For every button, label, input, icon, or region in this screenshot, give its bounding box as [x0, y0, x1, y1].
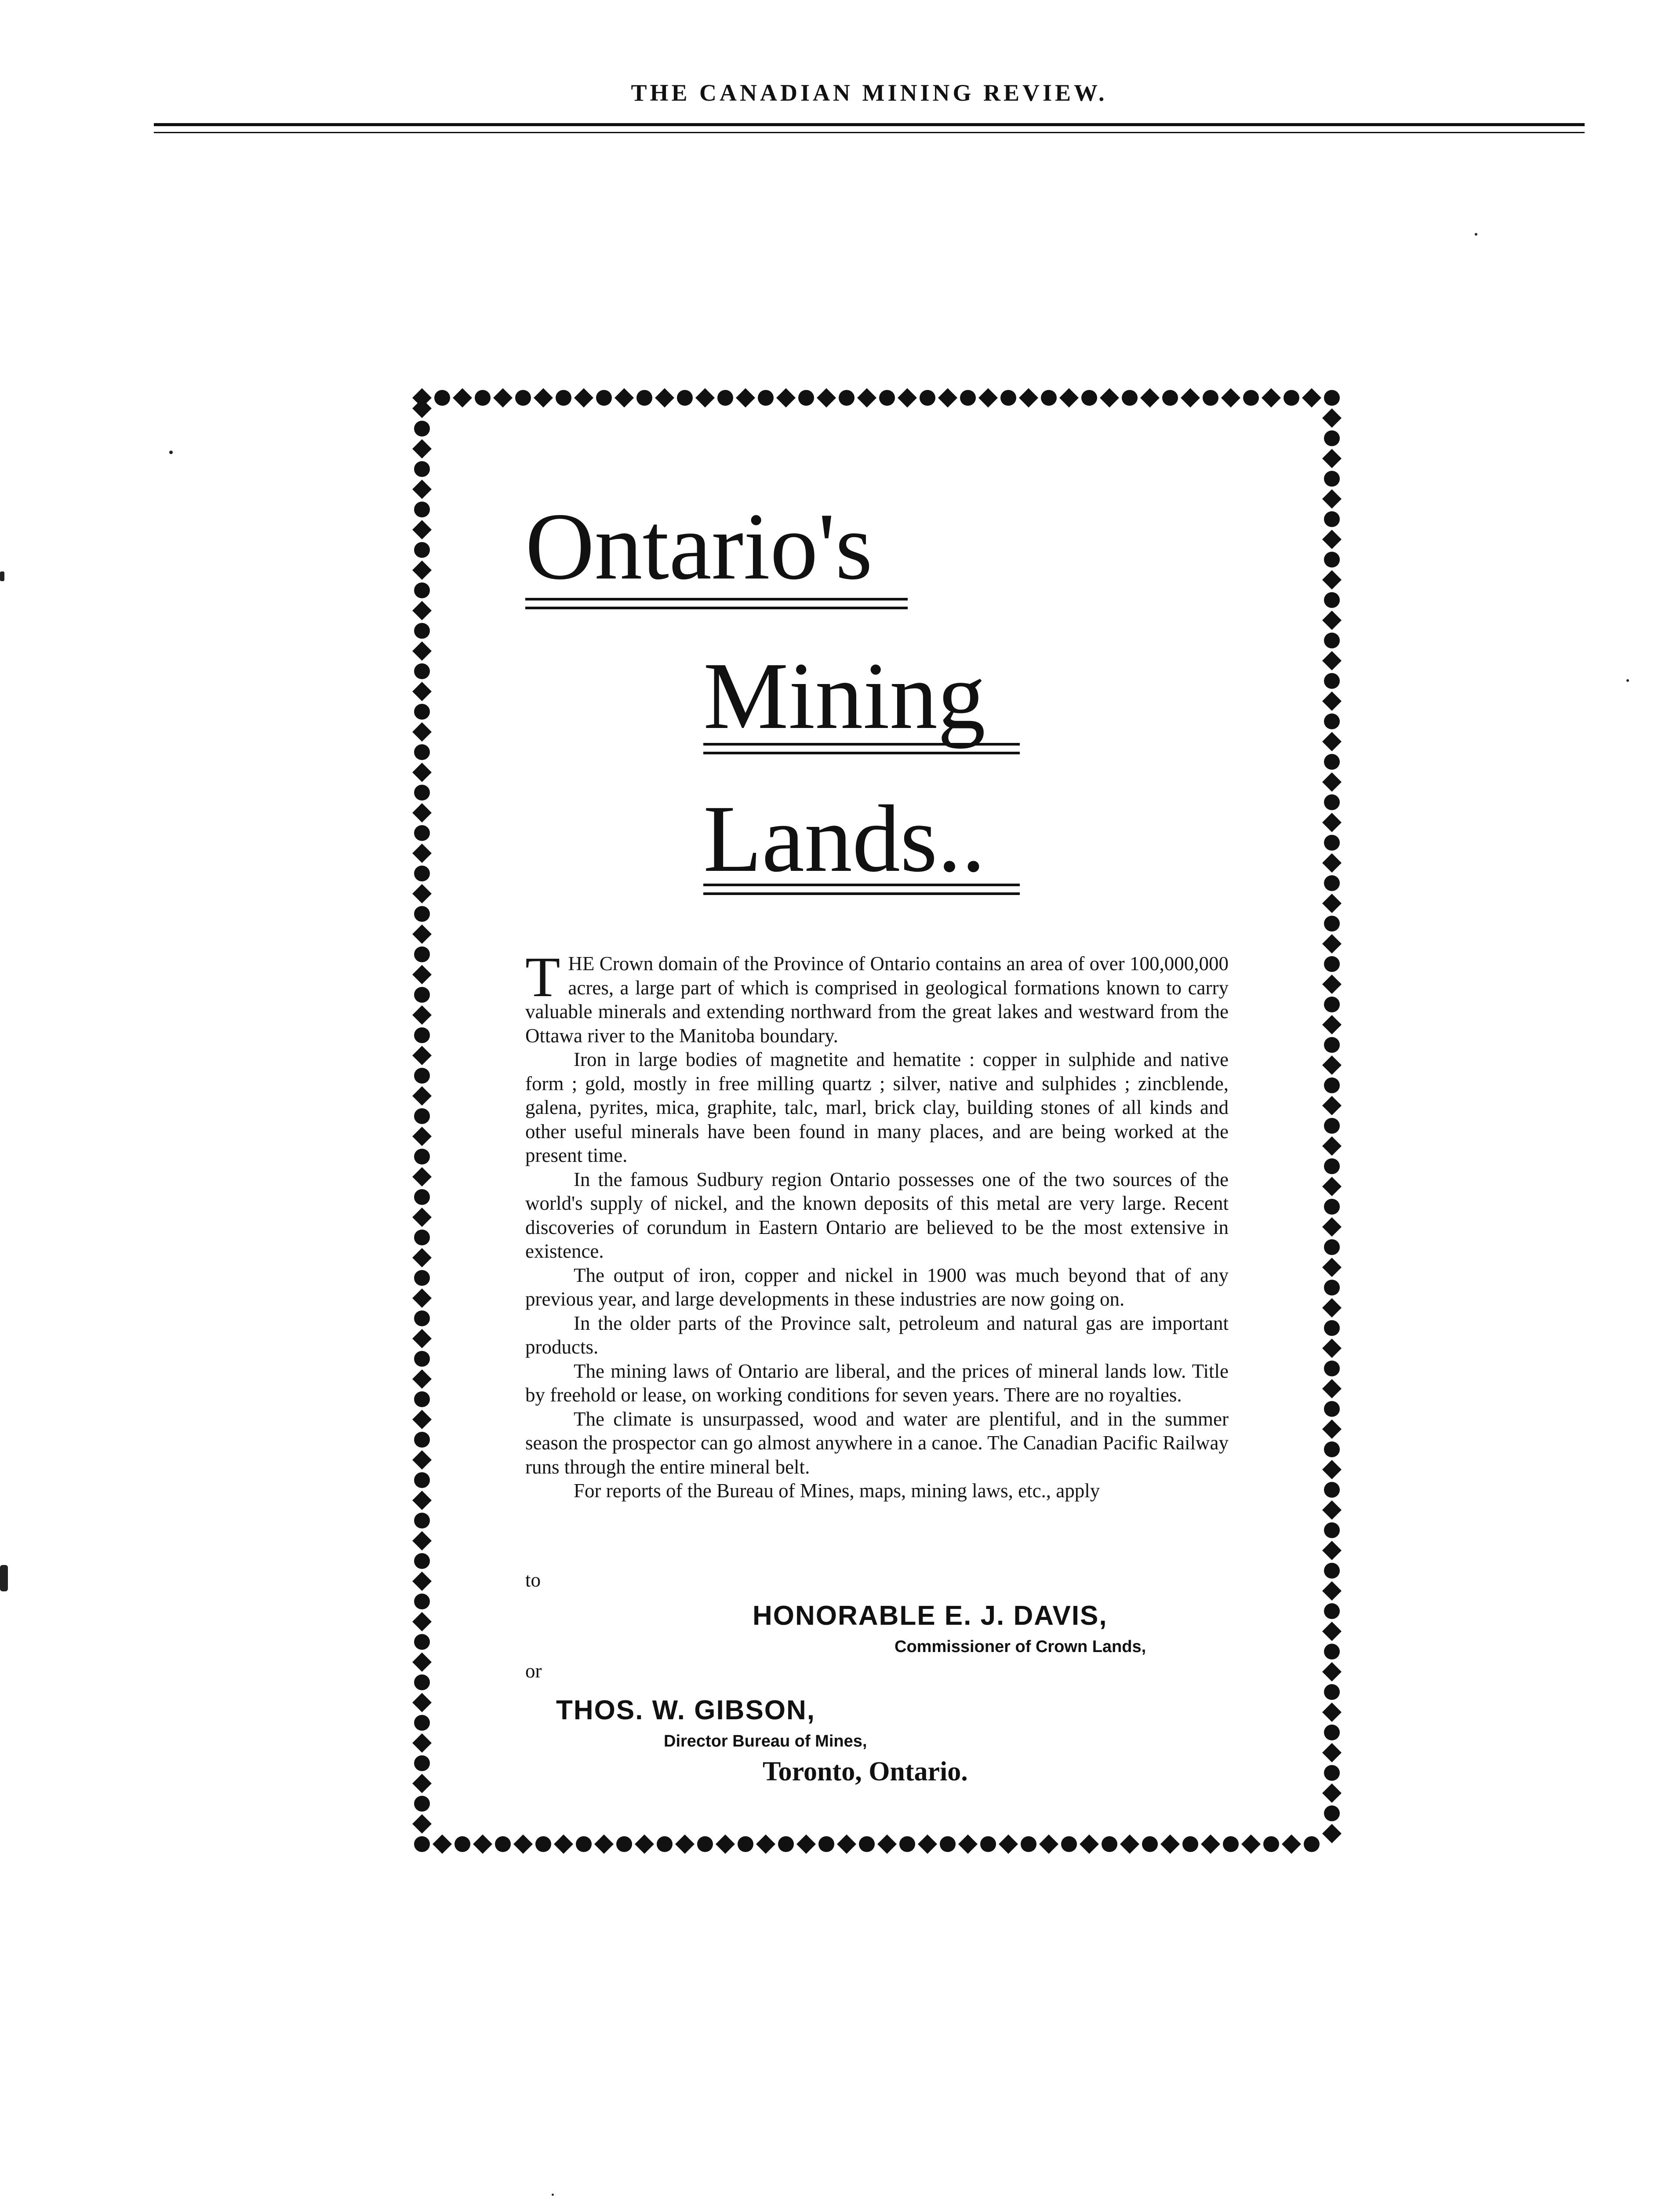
border-circle — [414, 1836, 430, 1852]
signature-place: Toronto, Ontario. — [763, 1757, 968, 1787]
border-circle — [414, 1270, 430, 1286]
border-diamond — [675, 1834, 695, 1854]
border-circle — [556, 390, 571, 406]
ad-body — [525, 946, 1229, 1503]
border-circle — [1142, 1836, 1158, 1852]
border-circle — [414, 582, 430, 598]
border-diamond — [1322, 1015, 1342, 1034]
border-circle — [1324, 1239, 1340, 1255]
border-circle — [1061, 1836, 1077, 1852]
border-diamond — [796, 1834, 816, 1854]
scan-speck — [552, 2194, 554, 2196]
border-circle — [717, 390, 733, 406]
scan-speck — [0, 1565, 8, 1591]
border-circle — [1324, 1158, 1340, 1174]
border-circle — [1324, 511, 1340, 527]
border-circle — [414, 1594, 430, 1609]
border-diamond — [1322, 1258, 1342, 1277]
border-circle — [636, 390, 652, 406]
border-diamond — [615, 388, 634, 408]
scan-speck — [1475, 233, 1477, 236]
border-diamond — [999, 1834, 1018, 1854]
border-circle — [414, 1513, 430, 1528]
border-circle — [1324, 471, 1340, 487]
border-diamond — [635, 1834, 654, 1854]
border-circle — [414, 663, 430, 679]
border-diamond — [1322, 1217, 1342, 1237]
border-circle — [1324, 956, 1340, 972]
border-circle — [1324, 1320, 1340, 1336]
border-circle — [1223, 1836, 1239, 1852]
border-circle — [1243, 390, 1259, 406]
border-circle — [1324, 713, 1340, 729]
border-diamond — [1282, 1834, 1301, 1854]
border-circle — [1324, 1361, 1340, 1376]
border-circle — [414, 1230, 430, 1245]
border-diamond — [554, 1834, 573, 1854]
border-diamond — [716, 1834, 735, 1854]
border-diamond — [534, 388, 553, 408]
border-diamond — [412, 439, 432, 459]
border-circle — [475, 390, 491, 406]
border-diamond — [513, 1834, 533, 1854]
border-diamond — [1322, 1824, 1342, 1843]
border-circle — [1324, 1482, 1340, 1498]
border-diamond — [412, 1612, 432, 1631]
border-diamond — [1019, 388, 1038, 408]
border-circle — [414, 1634, 430, 1650]
border-circle — [1182, 1836, 1198, 1852]
border-diamond — [1039, 1834, 1058, 1854]
border-diamond — [412, 480, 432, 499]
paragraph-7: The climate is unsurpassed, wood and water are plentiful, and in the summer season the prospector can go almost anywhere in a canoe. The Canadian Pacific Railway runs through the entire mineral belt. — [525, 1408, 1229, 1478]
border-diamond — [412, 1086, 432, 1106]
border-circle — [879, 390, 895, 406]
paragraph-6: The mining laws of Ontario are liberal, and the prices of mineral lands low. Title by freehold or lease, on working conditions for seven years. There are no royalties. — [525, 1360, 1229, 1406]
border-diamond — [412, 803, 432, 822]
border-diamond — [412, 641, 432, 661]
border-diamond — [412, 399, 432, 418]
border-circle — [1324, 633, 1340, 648]
border-diamond — [736, 388, 755, 408]
border-diamond — [1322, 894, 1342, 913]
border-circle — [1284, 390, 1299, 406]
border-circle — [414, 825, 430, 841]
border-diamond — [1322, 1339, 1342, 1358]
border-circle — [414, 1027, 430, 1043]
border-diamond — [1322, 1096, 1342, 1115]
scan-speck — [169, 451, 173, 454]
headline-ontarios: Ontario's — [525, 494, 873, 600]
border-diamond — [857, 388, 876, 408]
border-diamond — [1322, 691, 1342, 711]
border-circle — [576, 1836, 592, 1852]
border-circle — [1324, 794, 1340, 810]
paragraph-1: THE Crown domain of the Province of Ontario contains an area of over 100,000,000 acres, a large part of which is comprised in geological formations known to carry valuable minerals and extending northward from the great lakes and westward from the Ottawa river to the Manitoba boundary. — [525, 946, 1229, 1047]
border-circle — [414, 421, 430, 437]
border-diamond — [1160, 1834, 1180, 1854]
border-diamond — [1201, 1834, 1220, 1854]
border-diamond — [1140, 388, 1160, 408]
border-circle — [1324, 1684, 1340, 1700]
border-diamond — [1322, 449, 1342, 468]
border-diamond — [1181, 388, 1200, 408]
border-circle — [1041, 390, 1057, 406]
border-diamond — [877, 1834, 897, 1854]
running-head: THE CANADIAN MINING REVIEW. — [631, 80, 1108, 106]
border-diamond — [412, 1450, 432, 1470]
border-circle — [1263, 1836, 1279, 1852]
border-circle — [1324, 390, 1340, 406]
signature-to: to — [525, 1569, 541, 1591]
border-circle — [1162, 390, 1178, 406]
paragraph-4: The output of iron, copper and nickel in 1900 was much beyond that of any previous year, and large developments in these industries are now going on. — [525, 1264, 1229, 1310]
border-diamond — [473, 1834, 492, 1854]
border-diamond — [412, 1491, 432, 1510]
border-circle — [414, 1189, 430, 1205]
border-diamond — [412, 965, 432, 984]
border-diamond — [412, 1127, 432, 1146]
border-diamond — [1322, 570, 1342, 590]
border-circle — [1324, 1037, 1340, 1053]
border-diamond — [756, 1834, 775, 1854]
border-diamond — [1322, 530, 1342, 549]
border-circle — [414, 744, 430, 760]
border-circle — [414, 946, 430, 962]
border-diamond — [695, 388, 715, 408]
border-diamond — [776, 388, 796, 408]
border-circle — [414, 1674, 430, 1690]
border-circle — [414, 785, 430, 801]
border-circle — [1324, 997, 1340, 1012]
border-circle — [1324, 754, 1340, 770]
border-diamond — [412, 1652, 432, 1672]
border-circle — [697, 1836, 713, 1852]
border-diamond — [412, 1288, 432, 1308]
border-diamond — [412, 560, 432, 580]
border-circle — [1324, 1765, 1340, 1781]
border-diamond — [594, 1834, 614, 1854]
border-circle — [738, 1836, 753, 1852]
paragraph-2: Iron in large bodies of magnetite and hematite : copper in sulphide and native form ; gold, mostly in free milling quartz ; silver, native and sulphides ; zincblende, galena, pyrites, mica, graphite, talc, marl, brick clay, building stones of all kinds and other useful minerals have been found in many places, and are being worked at the present time. — [525, 1048, 1229, 1166]
border-diamond — [837, 1834, 856, 1854]
border-circle — [515, 390, 531, 406]
border-diamond — [978, 388, 998, 408]
border-diamond — [898, 388, 917, 408]
signature-name-gibson: THOS. W. GIBSON, — [556, 1695, 816, 1725]
border-diamond — [1120, 1834, 1139, 1854]
border-circle — [1324, 916, 1340, 932]
border-circle — [1324, 1077, 1340, 1093]
drop-cap: T — [525, 946, 560, 1009]
border-diamond — [1322, 1460, 1342, 1479]
border-circle — [414, 987, 430, 1003]
border-diamond — [412, 763, 432, 782]
border-diamond — [1322, 732, 1342, 751]
border-circle — [414, 1432, 430, 1448]
border-circle — [1324, 1805, 1340, 1821]
border-circle — [414, 1351, 430, 1367]
border-circle — [414, 1796, 430, 1812]
border-diamond — [1322, 1500, 1342, 1520]
border-circle — [535, 1836, 551, 1852]
border-circle — [414, 461, 430, 477]
border-diamond — [1322, 1581, 1342, 1601]
border-circle — [1203, 390, 1218, 406]
border-circle — [414, 1108, 430, 1124]
border-diamond — [1322, 408, 1342, 428]
border-circle — [1324, 1199, 1340, 1215]
border-circle — [1324, 430, 1340, 446]
headline-rule-1 — [525, 598, 908, 600]
border-diamond — [1322, 1622, 1342, 1641]
border-diamond — [1322, 934, 1342, 953]
border-circle — [1021, 1836, 1036, 1852]
border-diamond — [412, 1814, 432, 1834]
border-circle — [414, 1472, 430, 1488]
border-circle — [414, 1310, 430, 1326]
border-diamond — [412, 1329, 432, 1348]
border-diamond — [1322, 651, 1342, 670]
border-circle — [414, 1553, 430, 1569]
border-circle — [1324, 875, 1340, 891]
border-diamond — [1322, 1541, 1342, 1560]
border-circle — [758, 390, 774, 406]
border-diamond — [1322, 1662, 1342, 1681]
border-diamond — [493, 388, 513, 408]
scan-speck — [1626, 679, 1629, 682]
border-diamond — [412, 1005, 432, 1025]
scan-speck — [0, 571, 4, 581]
border-diamond — [655, 388, 674, 408]
border-diamond — [453, 388, 472, 408]
paragraph-5: In the older parts of the Province salt, petroleum and natural gas are important products. — [525, 1312, 1229, 1358]
border-diamond — [412, 844, 432, 863]
border-diamond — [412, 520, 432, 539]
border-diamond — [412, 1410, 432, 1429]
border-circle — [414, 623, 430, 639]
border-circle — [414, 1068, 430, 1084]
border-circle — [596, 390, 612, 406]
border-circle — [960, 390, 976, 406]
headline-mining: Mining — [703, 643, 985, 749]
border-diamond — [938, 388, 957, 408]
border-diamond — [1322, 1136, 1342, 1156]
headline-rule-2 — [703, 743, 1020, 746]
border-diamond — [1322, 1298, 1342, 1317]
border-circle — [1324, 1644, 1340, 1659]
border-circle — [1324, 1118, 1340, 1134]
border-circle — [1000, 390, 1016, 406]
border-diamond — [1322, 853, 1342, 873]
border-circle — [1324, 592, 1340, 608]
border-diamond — [412, 722, 432, 742]
border-circle — [1324, 1725, 1340, 1740]
border-diamond — [412, 1248, 432, 1267]
border-circle — [920, 390, 935, 406]
border-circle — [414, 906, 430, 922]
border-diamond — [1322, 1743, 1342, 1762]
border-diamond — [1322, 1703, 1342, 1722]
border-diamond — [1059, 388, 1079, 408]
border-circle — [455, 1836, 470, 1852]
border-circle — [414, 1755, 430, 1771]
border-circle — [495, 1836, 511, 1852]
border-circle — [414, 1149, 430, 1165]
border-circle — [980, 1836, 996, 1852]
paragraph-3: In the famous Sudbury region Ontario possesses one of the two sources of the world's supply of nickel, and the known deposits of this metal are very large. Recent discoveries of corundum in Eastern Ontario are believed to be the most extensive in existence. — [525, 1168, 1229, 1262]
border-diamond — [1322, 813, 1342, 832]
border-diamond — [412, 1369, 432, 1389]
border-circle — [859, 1836, 875, 1852]
border-circle — [1324, 1401, 1340, 1417]
border-diamond — [412, 1531, 432, 1550]
border-diamond — [918, 1834, 937, 1854]
headline-rule-3 — [703, 884, 1020, 886]
border-diamond — [412, 601, 432, 620]
border-diamond — [1080, 1834, 1099, 1854]
border-diamond — [412, 1167, 432, 1186]
border-circle — [1324, 1280, 1340, 1296]
border-diamond — [1302, 388, 1321, 408]
border-circle — [1324, 1441, 1340, 1457]
border-diamond — [1322, 1055, 1342, 1075]
paragraph-8: For reports of the Bureau of Mines, maps, mining laws, etc., apply — [574, 1480, 1100, 1502]
border-diamond — [412, 1208, 432, 1227]
signature-or: or — [525, 1660, 542, 1682]
border-circle — [1122, 390, 1138, 406]
signature-name-davis: HONORABLE E. J. DAVIS, — [753, 1601, 1108, 1631]
border-circle — [1324, 1522, 1340, 1538]
border-diamond — [1322, 1783, 1342, 1803]
border-diamond — [412, 924, 432, 944]
border-diamond — [433, 1834, 452, 1854]
border-circle — [1324, 835, 1340, 851]
border-circle — [1324, 1563, 1340, 1579]
border-circle — [1324, 552, 1340, 568]
signature-title-commissioner: Commissioner of Crown Lands, — [895, 1638, 1146, 1656]
border-circle — [657, 1836, 673, 1852]
border-diamond — [412, 1774, 432, 1793]
border-diamond — [1262, 388, 1281, 408]
border-diamond — [1221, 388, 1240, 408]
border-diamond — [817, 388, 836, 408]
border-circle — [616, 1836, 632, 1852]
border-diamond — [412, 1733, 432, 1753]
border-diamond — [574, 388, 593, 408]
border-diamond — [412, 884, 432, 903]
headline-lands: Lands.. — [703, 786, 985, 892]
border-circle — [1324, 1603, 1340, 1619]
border-diamond — [1322, 489, 1342, 509]
border-diamond — [412, 1046, 432, 1065]
border-circle — [414, 704, 430, 720]
border-circle — [798, 390, 814, 406]
border-diamond — [1322, 611, 1342, 630]
border-diamond — [1241, 1834, 1261, 1854]
border-circle — [818, 1836, 834, 1852]
border-circle — [414, 1391, 430, 1407]
border-circle — [940, 1836, 956, 1852]
border-circle — [414, 866, 430, 881]
border-diamond — [1322, 1379, 1342, 1398]
border-circle — [414, 1715, 430, 1731]
signature-title-director: Director Bureau of Mines, — [664, 1732, 867, 1750]
border-diamond — [1100, 388, 1119, 408]
border-circle — [677, 390, 693, 406]
border-diamond — [1322, 975, 1342, 994]
border-circle — [1102, 1836, 1117, 1852]
border-circle — [778, 1836, 794, 1852]
border-circle — [1324, 673, 1340, 689]
border-diamond — [1322, 1419, 1342, 1439]
border-diamond — [412, 1572, 432, 1591]
border-diamond — [958, 1834, 978, 1854]
border-circle — [899, 1836, 915, 1852]
border-circle — [434, 390, 450, 406]
border-diamond — [412, 1693, 432, 1712]
border-diamond — [1322, 772, 1342, 792]
border-circle — [414, 502, 430, 517]
border-diamond — [1322, 1177, 1342, 1196]
border-diamond — [412, 682, 432, 701]
border-circle — [414, 542, 430, 558]
border-circle — [839, 390, 855, 406]
border-circle — [1081, 390, 1097, 406]
border-circle — [1304, 1836, 1320, 1852]
